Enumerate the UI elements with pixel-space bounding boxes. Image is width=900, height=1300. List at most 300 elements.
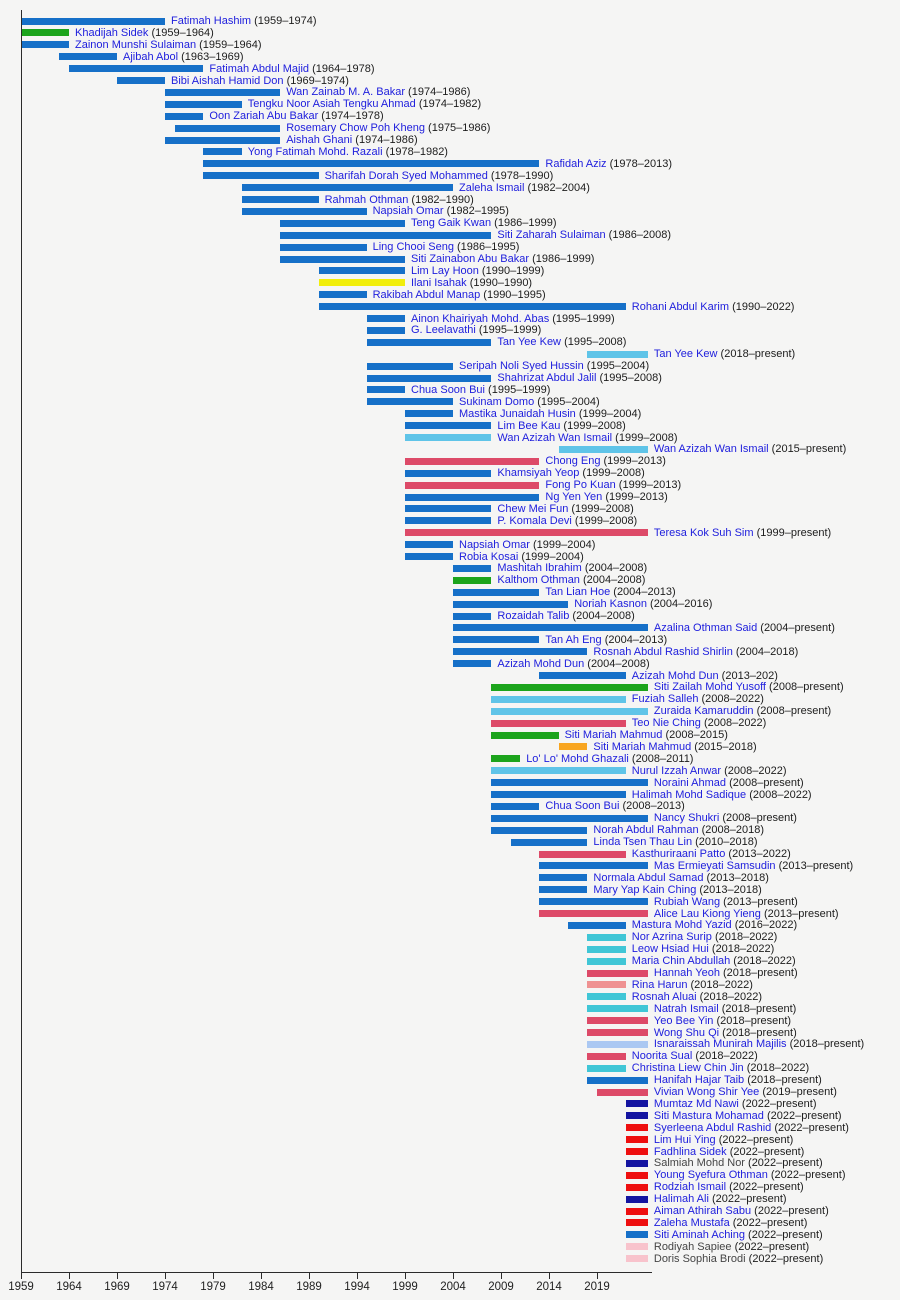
person-link[interactable]: Siti Zainabon Abu Bakar [411,253,530,265]
service-years: (1986–1999) [529,253,595,265]
timeline-row-label [459,360,649,372]
service-years: (2008–present) [765,681,844,694]
timeline-bar [587,1017,647,1024]
timeline-row-label [632,955,796,967]
timeline-row-label [545,455,666,467]
timeline-row-label [654,1217,808,1229]
timeline-bar [405,410,453,417]
timeline-bar [626,1184,648,1191]
timeline-bar [21,29,69,36]
timeline-row-label [497,658,649,670]
person-name: Rodiyah Sapiee [653,1240,732,1253]
timeline-bar [559,743,588,750]
person-link[interactable]: Zaleha Ismail [459,181,525,194]
service-years: (1995–2004) [534,395,600,408]
timeline-row-label [373,289,546,301]
person-link[interactable]: P. Komala Devi [497,514,572,527]
person-link[interactable]: Ilani Isahak [411,276,467,289]
timeline-bar [453,648,587,655]
timeline-bar [587,1005,647,1012]
person-link[interactable]: Siti Mariah Mahmud [564,729,663,741]
person-link[interactable]: Chew Mei Fun [497,502,569,515]
service-years: (2018–present) [744,1074,822,1087]
person-link[interactable]: Rosnah Aluai [631,990,697,1003]
service-years: (2004–2018) [732,645,799,658]
timeline-row-label [545,158,672,170]
timeline-bar [626,1255,648,1262]
person-link[interactable]: Hanifah Hajar Taib [653,1074,745,1087]
axis-tick-label: 1989 [296,1281,322,1293]
timeline-bar [453,601,568,608]
timeline-row-label [526,753,693,765]
service-years: (1974–1986) [352,134,418,146]
timeline-bar [539,874,587,881]
service-years: (2016–2022) [731,919,798,932]
axis-tick [213,1272,214,1279]
timeline-bar [165,89,280,96]
person-link[interactable]: Bibi Aishah Hamid Don [171,74,284,87]
timeline-bar [539,886,587,893]
service-years: (2018–2022) [743,1062,810,1075]
timeline-row-label [654,1074,822,1086]
timeline-bar [587,1065,625,1072]
timeline-bar [587,946,625,953]
timeline-row-label [286,86,470,98]
timeline-bar [491,708,647,715]
person-link[interactable]: Mary Yap Kain Ching [593,883,697,896]
timeline-bar [539,898,647,905]
person-link[interactable]: Lim Bee Kau [497,419,561,432]
service-years: (1995–1999) [485,383,551,396]
service-years: (1974–1978) [318,110,384,123]
service-years: (2018–2022) [696,990,763,1003]
timeline-row-label [286,134,418,146]
person-link[interactable]: Zaleha Mustafa [653,1216,730,1229]
axis-tick [453,1272,454,1279]
person-link[interactable]: Rosemary Chow Poh Kheng [286,122,425,135]
person-link[interactable]: Rubiah Wang [653,895,721,908]
timeline-row-label [654,908,839,920]
axis-tick [405,1272,406,1279]
person-link[interactable]: Siti Aminah Aching [653,1228,745,1241]
service-years: (2022–present) [726,1145,805,1158]
person-link[interactable]: Tan Ah Eng [545,633,602,646]
service-years: (2018–2022) [708,943,775,956]
timeline-bar [491,803,539,810]
timeline-bar [319,267,405,274]
person-link[interactable]: Zuraida Kamaruddin [653,705,754,718]
service-years: (2004–2013) [610,586,676,599]
axis-tick-label: 2004 [440,1281,466,1293]
person-link[interactable]: Wan Azizah Wan Ismail [653,443,769,456]
person-link[interactable]: Wan Azizah Wan Ismail [497,431,613,444]
person-link[interactable]: Chong Eng [545,455,601,468]
person-link[interactable]: Ling Chooi Seng [372,241,454,254]
timeline-bar [597,1089,648,1096]
service-years: (1999–2013) [615,479,682,492]
person-link[interactable]: Khamsiyah Yeop [497,467,580,480]
person-link[interactable]: Teng Gaik Kwan [411,217,492,230]
timeline-bar [405,422,491,429]
service-years: (1982–1995) [443,205,509,218]
timeline-bar [626,1112,648,1119]
service-years: (2004–present) [757,621,835,634]
person-link[interactable]: Chua Soon Bui [411,383,485,396]
person-link[interactable]: Mastika Junaidah Husin [459,407,576,420]
person-link[interactable]: Siti Zailah Mohd Yusoff [653,681,766,694]
person-link[interactable]: Mastura Mohd Yazid [631,919,732,932]
person-link[interactable]: Rina Harun [631,978,688,991]
timeline-bar [587,351,647,358]
person-link[interactable]: Aishah Ghani [286,134,353,146]
timeline-row-label [632,765,787,777]
person-link[interactable]: Napsiah Omar [459,538,530,551]
service-years: (1986–1999) [491,217,557,230]
person-link[interactable]: Rozaidah Talib [497,610,570,622]
timeline-bar [491,767,625,774]
person-link[interactable]: Chua Soon Bui [545,800,620,813]
person-link[interactable]: Nor Azrina Surip [631,931,712,944]
timeline-bar [491,720,625,727]
service-years: (2022–present) [738,1097,817,1110]
person-link[interactable]: Robia Kosai [459,550,519,563]
service-years: (1999–present) [753,526,832,539]
person-link[interactable]: Azalina Othman Said [653,621,758,634]
axis-tick-label: 1994 [344,1281,370,1293]
axis-tick-label: 1969 [104,1281,130,1293]
timeline-row-label [545,479,681,491]
timeline-bar [59,53,117,60]
timeline-bar [587,1041,647,1048]
timeline-bar [319,303,626,310]
timeline-row-label [497,610,634,622]
person-link[interactable]: Mas Ermieyati Samsudin [653,859,776,872]
person-link[interactable]: Hannah Yeoh [653,967,720,979]
person-link[interactable]: Vivian Wong Shir Yee [653,1086,760,1098]
timeline-row-label [593,884,761,896]
person-link[interactable]: Wan Zainab M. A. Bakar [286,86,405,99]
timeline-bar [405,517,491,524]
timeline-row-label [654,1241,809,1253]
service-years: (2013–2018) [696,883,762,896]
person-link[interactable]: Kalthom Othman [497,574,580,587]
timeline-row-label [654,967,798,979]
axis-tick-label: 1959 [8,1281,34,1293]
timeline-bar [242,208,367,215]
person-link[interactable]: Norah Abdul Rahman [593,824,699,837]
service-years: (1999–2008) [568,502,634,515]
timeline-row-label [632,670,778,682]
person-link[interactable]: Nurul Izzah Anwar [631,764,722,777]
timeline-bar [626,1136,648,1143]
person-link[interactable]: Siti Mariah Mahmud [593,740,692,753]
timeline-bar [491,791,625,798]
timeline-row-label [593,872,769,884]
axis-tick-label: 1974 [152,1281,178,1293]
timeline-row-label [497,432,677,444]
person-link[interactable]: Young Syefura Othman [653,1169,768,1182]
person-link[interactable]: Yeo Bee Yin [653,1014,714,1027]
timeline-row-label [654,777,804,789]
person-link[interactable]: Teo Nie Ching [631,717,701,730]
service-years: (1986–2008) [605,229,672,242]
timeline-bar [626,1231,648,1238]
person-link[interactable]: G. Leelavathi [411,324,476,337]
service-years: (2004–2008) [569,610,635,622]
service-years: (2018–2022) [730,955,796,968]
service-years: (1959–1964) [148,26,214,39]
timeline-row-label [654,1134,793,1146]
timeline-bar [587,958,625,965]
person-link[interactable]: Noorita Sual [631,1050,693,1063]
timeline-row-label [654,1086,837,1098]
axis-tick-label: 2019 [584,1281,610,1293]
service-years: (1999–2008) [560,419,626,432]
service-years: (2022–present) [715,1133,794,1146]
service-years: (1982–2004) [524,181,590,194]
timeline-row-label [411,277,532,289]
person-link[interactable]: Fadhlina Sidek [653,1145,727,1158]
person-link[interactable]: Ainon Khairiyah Mohd. Abas [411,312,550,325]
timeline-row-label [545,491,667,503]
timeline-row-label [497,515,637,527]
timeline-row-label [545,634,667,646]
service-years: (1986–1995) [453,241,520,254]
timeline-bar [453,613,491,620]
person-link[interactable]: Lim Hui Ying [653,1133,716,1146]
person-link[interactable]: Noriah Kasnon [574,598,647,611]
person-link[interactable]: Rohani Abdul Karim [631,300,730,313]
service-years: (1978–1990) [487,169,554,182]
timeline-bar [405,434,491,441]
timeline-row-label [632,943,775,955]
person-link[interactable]: Lo' Lo' Mohd Ghazali [526,752,629,765]
service-years: (2008–2022) [746,788,812,801]
timeline-row-label [654,1229,823,1241]
axis-tick-label: 1964 [56,1281,82,1293]
service-years: (2022–present) [708,1193,787,1206]
timeline-bar [491,732,558,739]
timeline-row-label [411,313,615,325]
person-link[interactable]: Natrah Ismail [653,1002,719,1015]
timeline-bar [242,196,319,203]
person-link[interactable]: Alice Lau Kiong Yieng [653,907,761,920]
service-years: (1959–1964) [196,38,262,51]
person-link[interactable]: Halimah Mohd Sadique [631,788,747,801]
person-link[interactable]: Leow Hsiad Hui [631,943,709,956]
timeline-row-label [75,27,214,39]
timeline-row-label [497,420,625,432]
timeline-row-label [654,1253,823,1265]
timeline-row-label [497,372,662,384]
timeline-bar [319,279,405,286]
person-link[interactable]: Wong Shu Qi [653,1026,720,1039]
timeline-bar [203,172,318,179]
timeline-row-label [411,324,541,336]
service-years: (2022–present) [726,1181,804,1194]
service-years: (1999–2008) [579,467,645,480]
timeline-row-label [654,705,831,717]
timeline-bar [405,458,539,465]
timeline-row-label [632,931,778,943]
timeline-bar [280,244,366,251]
timeline-row-label [654,1157,823,1169]
person-link[interactable]: Aiman Athirah Sabu [653,1205,752,1217]
service-years: (2013–202) [718,669,778,682]
person-link[interactable]: Seripah Noli Syed Hussin [459,360,584,373]
service-years: (2015–2018) [691,740,757,753]
timeline-bar [453,636,539,643]
person-link[interactable]: Linda Tsen Thau Lin [593,836,693,849]
service-years: (2008–present) [753,705,832,718]
person-link[interactable]: Kasthuriraani Patto [631,848,726,860]
service-years: (2013–2022) [725,848,791,860]
service-years: (1995–2008) [596,372,662,384]
person-link[interactable]: Khadijah Sidek [75,26,149,39]
person-link[interactable]: Sharifah Dorah Syed Mohammed [324,169,488,182]
service-years: (2004–2016) [646,598,713,611]
service-years: (2018–present) [718,1002,797,1015]
axis-tick [69,1272,70,1279]
service-years: (1978–1982) [382,145,448,158]
service-years: (2008–2018) [698,824,765,837]
service-years: (1969–1974) [283,74,349,87]
timeline-row-label [654,1205,829,1217]
timeline-bar [405,494,539,501]
axis-tick [261,1272,262,1279]
timeline-row-label [497,336,626,348]
axis-tick [165,1272,166,1279]
person-link[interactable]: Oon Zariah Abu Bakar [209,110,319,123]
timeline-row-label [459,408,641,420]
timeline-row-label [654,622,835,634]
person-link[interactable]: Azizah Mohd Dun [631,669,719,682]
service-years: (2008–2022) [698,693,764,706]
timeline-row-label [654,812,797,824]
service-years: (2022–present) [729,1216,808,1229]
person-link[interactable]: Tan Yee Kew [653,348,718,361]
timeline-bar [165,137,280,144]
timeline-row-label [286,122,490,134]
axis-tick [549,1272,550,1279]
timeline-row-label [411,384,550,396]
person-link[interactable]: Noraini Ahmad [653,776,727,789]
service-years: (1975–1986) [424,122,491,135]
x-axis-line [21,1272,652,1273]
person-link[interactable]: Teresa Kok Suh Sim [653,526,754,539]
person-link[interactable]: Syerleena Abdul Rashid [653,1121,772,1134]
timeline-bar [367,398,453,405]
timeline-row-label [632,979,753,991]
timeline-row-label [654,1122,849,1134]
person-link[interactable]: Tan Yee Kew [497,336,562,349]
timeline-bar [175,125,281,132]
timeline-row-label [593,824,764,836]
person-link[interactable]: Siti Zaharah Sulaiman [497,229,606,242]
timeline-row-label [565,729,728,741]
person-link[interactable]: Fuziah Salleh [631,693,699,706]
person-link[interactable]: Halimah Ali [653,1193,709,1206]
person-link[interactable]: Maria Chin Abdullah [631,955,731,968]
person-link[interactable]: Mashitah Ibrahim [497,562,582,575]
service-years: (1990–2022) [729,300,795,313]
person-link[interactable]: Nancy Shukri [653,812,720,825]
person-link[interactable]: Siti Mastura Mohamad [653,1109,764,1122]
timeline-row-label [654,1027,797,1039]
person-link[interactable]: Zainon Munshi Sulaiman [75,38,197,51]
timeline-bar [453,565,491,572]
service-years: (2018–present) [713,1014,792,1027]
person-link[interactable]: Tengku Noor Asiah Tengku Ahmad [247,98,416,111]
service-years: (1999–2013) [600,455,666,468]
person-link[interactable]: Rakibah Abdul Manap [372,288,481,301]
timeline-bar [491,755,520,762]
service-years: (2022–present) [751,1205,829,1217]
service-years: (1959–1974) [251,15,317,27]
person-link[interactable]: Tan Lian Hoe [545,586,611,599]
person-link[interactable]: Rafidah Aziz [545,157,607,170]
timeline-row-label [654,527,831,539]
timeline-row-label [373,241,520,253]
timeline-row-label [497,229,671,241]
person-link[interactable]: Ng Yen Yen [545,491,603,503]
person-link[interactable]: Yong Fatimah Mohd. Razali [247,145,383,158]
timeline-row-label [209,110,383,122]
person-link[interactable]: Rahmah Othman [324,193,409,206]
service-years: (2018–present) [717,348,796,361]
person-link[interactable]: Sukinam Domo [459,395,535,408]
person-link[interactable]: Shahrizat Abdul Jalil [497,372,597,384]
timeline-bar [319,291,367,298]
person-link[interactable]: Fatimah Hashim [171,15,252,27]
person-link[interactable]: Fatimah Abdul Majid [209,62,310,75]
person-link[interactable]: Mumtaz Md Nawi [653,1097,739,1110]
service-years: (1999–2008) [571,514,638,527]
service-years: (2013–2018) [703,871,769,884]
person-link[interactable]: Isnaraissah Munirah Majilis [653,1038,787,1051]
person-link[interactable]: Rodziah Ismail [653,1181,727,1194]
person-link[interactable]: Christina Liew Chin Jin [631,1062,744,1075]
timeline-row-label [632,693,764,705]
timeline-bar [587,970,647,977]
person-link[interactable]: Lim Lay Hoon [411,264,479,277]
person-link[interactable]: Napsiah Omar [372,205,444,218]
service-years: (1999–2008) [612,431,678,444]
person-link[interactable]: Azizah Mohd Dun [497,657,585,670]
service-years: (2018–present) [786,1038,865,1051]
timeline-bar [367,363,453,370]
timeline-bar [280,220,405,227]
service-years: (1995–1999) [475,324,542,337]
service-years: (2004–2008) [579,574,646,587]
person-link[interactable]: Ajibah Abol [123,50,179,63]
timeline-row-label [248,98,481,110]
timeline-row-label [654,1169,846,1181]
service-years: (2015–present) [768,443,847,456]
person-link[interactable]: Rosnah Abdul Rashid Shirlin [593,645,733,658]
timeline-bar [367,315,405,322]
service-years: (2013–present) [760,907,839,920]
person-link[interactable]: Normala Abdul Samad [593,871,704,884]
timeline-row-label [325,194,474,206]
service-years: (2004–2013) [601,633,668,646]
service-years: (2022–present) [771,1121,849,1134]
service-years: (1990–1990) [466,276,533,289]
person-link[interactable]: Fong Po Kuan [545,479,616,492]
timeline-bar [491,696,625,703]
service-years: (2008–2015) [662,729,728,741]
timeline-bar [626,1100,648,1107]
